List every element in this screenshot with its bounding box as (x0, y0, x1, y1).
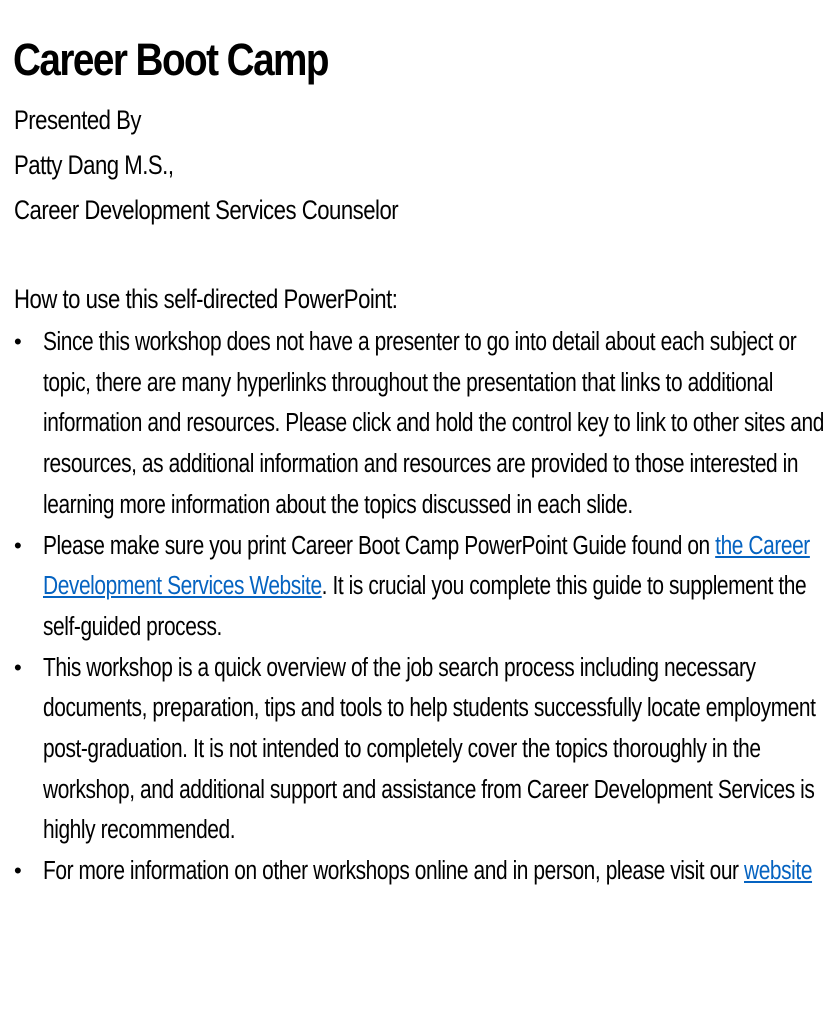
bullet-icon: • (14, 532, 22, 558)
bullet-text (43, 851, 812, 892)
bullet-line (43, 526, 810, 567)
presenter-role: Career Development Services Counselor (14, 195, 399, 225)
career-website-link[interactable]: the Career (715, 531, 810, 560)
bullet-text (43, 526, 810, 648)
bullet-line: workshop, and additional support and assistance from Career Development Services is (43, 775, 815, 804)
bullet-line: documents, preparation, tips and tools to help students successfully locate employment (43, 694, 816, 723)
presented-by-label: Presented By (14, 105, 142, 135)
bullet-line: highly recommended. (43, 816, 236, 845)
bullet-line: Since this workshop does not have a presenter to go into detail about each subject or (43, 328, 797, 356)
list-item (14, 851, 813, 892)
bullet-line: resources, as additional information and resources are provided to those interested in (43, 450, 799, 479)
bullet-line: topic, there are many hyperlinks throughout the presentation that links to additional (43, 368, 773, 397)
bullet-text (43, 648, 816, 852)
bullet-icon: • (14, 329, 22, 354)
list-item (14, 526, 810, 648)
presenter-name: Patty Dang M.S., (14, 150, 174, 180)
bullet-line: self-guided process. (43, 612, 222, 641)
presenter-block (14, 98, 483, 233)
bullet-line: post-graduation. It is not intended to completely cover the topics thoroughly in the (43, 735, 761, 763)
bullet-line (43, 566, 810, 607)
howto-heading: How to use this self-directed PowerPoint: (14, 284, 398, 314)
bullet-line (43, 851, 812, 892)
page-title: Career Boot Camp (13, 34, 329, 85)
list-item (14, 322, 824, 526)
bullet-line: information and resources. Please click and hold the control key to link to other sites and (43, 409, 824, 438)
bullet-text (43, 322, 824, 526)
bullet-line-text: For more information on other workshops online and in person, please visit our (43, 857, 745, 886)
bullet-icon: • (14, 858, 22, 884)
instructions-list (14, 322, 824, 892)
bullet-line: learning more information about the topics discussed in each slide. (43, 490, 633, 519)
workshops-website-link[interactable]: website (744, 857, 813, 886)
bullet-line: This workshop is a quick overview of the job search process including necessary (43, 653, 756, 682)
bullet-line-text: Please make sure you print Career Boot Camp PowerPoint Guide found on (43, 531, 716, 560)
career-website-link-continued[interactable]: Development Services Website (43, 572, 322, 601)
bullet-line-text: . It is crucial you complete this guide to supplement the (321, 572, 807, 601)
list-item (14, 648, 816, 852)
bullet-icon: • (14, 654, 22, 680)
